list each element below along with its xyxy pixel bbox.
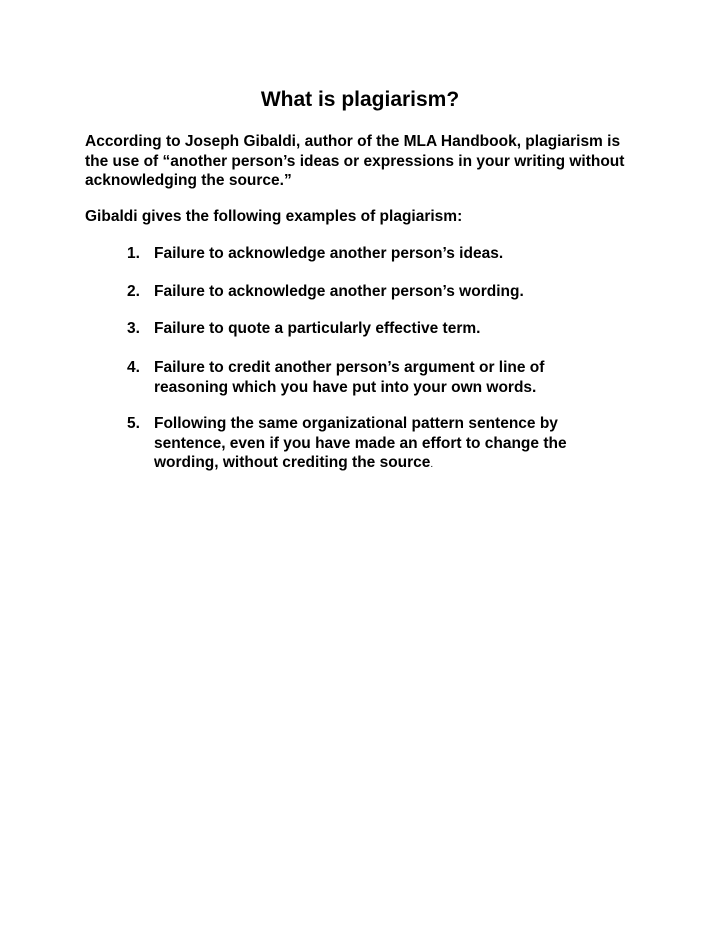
list-item-text-container xyxy=(154,414,604,475)
intro-paragraph: According to Joseph Gibaldi, author of the MLA Handbook, plagiarism is the use of “another person’s ideas or expressions in your writing without acknowledging the source.” xyxy=(85,133,625,189)
list-item-text: Following the same organizational pattern sentence by sentence, even if you have made an effort to change the wording, without crediting the source xyxy=(154,415,567,471)
page-title: What is plagiarism? xyxy=(260,88,460,111)
list-item-text: Failure to acknowledge another person’s wording. xyxy=(154,283,524,300)
list-item-number: 5. xyxy=(127,415,140,432)
lead-paragraph: Gibaldi gives the following examples of plagiarism: xyxy=(85,208,463,225)
list-item-number: 4. xyxy=(127,359,140,376)
list-item-text: Failure to acknowledge another person’s ideas. xyxy=(154,245,504,262)
list-item-text: Failure to credit another person’s argument or line of reasoning which you have put into your own words. xyxy=(154,359,545,396)
list-item-text: Failure to quote a particularly effective term. xyxy=(154,320,481,337)
list-item-number: 2. xyxy=(127,283,140,300)
trailing-period: . xyxy=(430,459,434,470)
list-item-number: 1. xyxy=(127,245,140,262)
list-item-number: 3. xyxy=(127,320,140,337)
